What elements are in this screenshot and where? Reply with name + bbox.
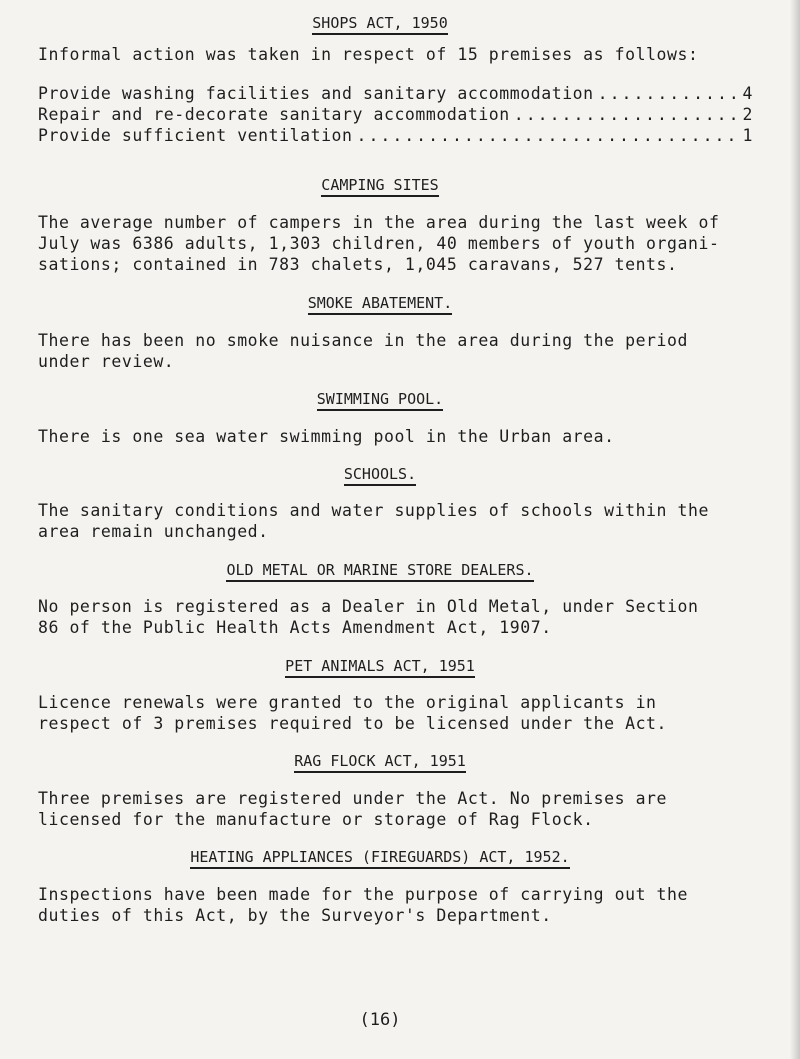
page-edge-shadow <box>790 0 800 1059</box>
dot-leader <box>357 125 739 146</box>
action-count: 2 <box>742 105 753 124</box>
action-label: Provide washing facilities and sanitary accommodation <box>38 84 594 103</box>
pets-line: Licence renewals were granted to the original applicants in <box>38 693 657 712</box>
schools-line: area remain unchanged. <box>38 522 269 541</box>
action-count: 1 <box>742 126 753 145</box>
camping-line: July was 6386 adults, 1,303 children, 40 members of youth organi- <box>38 234 720 253</box>
metal-line: No person is registered as a Dealer in Old Metal, under Section <box>38 597 699 616</box>
shops-act-heading: SHOPS ACT, 1950 <box>0 14 760 32</box>
heating-appliances-heading: HEATING APPLIANCES (FIREGUARDS) ACT, 1952. <box>0 848 760 866</box>
pet-animals-heading: PET ANIMALS ACT, 1951 <box>0 657 760 675</box>
action-label: Provide sufficient ventilation <box>38 126 353 145</box>
smoke-line: There has been no smoke nuisance in the area during the period <box>38 331 688 350</box>
rag-line: licensed for the manufacture or storage of Rag Flock. <box>38 810 594 829</box>
action-row <box>38 104 753 125</box>
page-number: (16) <box>359 1010 401 1030</box>
metal-dealers-heading: OLD METAL OR MARINE STORE DEALERS. <box>0 561 760 579</box>
intro-text: Informal action was taken in respect of 15 premises as follows: <box>38 45 699 64</box>
smoke-line: under review. <box>38 352 175 371</box>
schools-heading: SCHOOLS. <box>0 465 760 483</box>
pets-line: respect of 3 premises required to be licensed under the Act. <box>38 714 668 733</box>
dot-leader <box>514 104 739 125</box>
dot-leader <box>598 83 739 104</box>
action-row <box>38 83 753 104</box>
rag-flock-heading: RAG FLOCK ACT, 1951 <box>0 752 760 770</box>
smoke-abatement-heading: SMOKE ABATEMENT. <box>0 294 760 312</box>
action-row <box>38 125 753 146</box>
action-label: Repair and re-decorate sanitary accommodation <box>38 105 510 124</box>
camping-line: The average number of campers in the area during the last week of <box>38 213 720 232</box>
swimming-line: There is one sea water swimming pool in the Urban area. <box>38 427 615 446</box>
action-count: 4 <box>742 84 753 103</box>
heating-line: duties of this Act, by the Surveyor's Department. <box>38 906 552 925</box>
heating-line: Inspections have been made for the purpose of carrying out the <box>38 885 688 904</box>
camping-sites-heading: CAMPING SITES <box>0 176 760 194</box>
schools-line: The sanitary conditions and water supplies of schools within the <box>38 501 709 520</box>
rag-line: Three premises are registered under the Act. No premises are <box>38 789 668 808</box>
metal-line: 86 of the Public Health Acts Amendment Act, 1907. <box>38 618 552 637</box>
swimming-pool-heading: SWIMMING POOL. <box>0 390 760 408</box>
camping-line: sations; contained in 783 chalets, 1,045 caravans, 527 tents. <box>38 255 678 274</box>
